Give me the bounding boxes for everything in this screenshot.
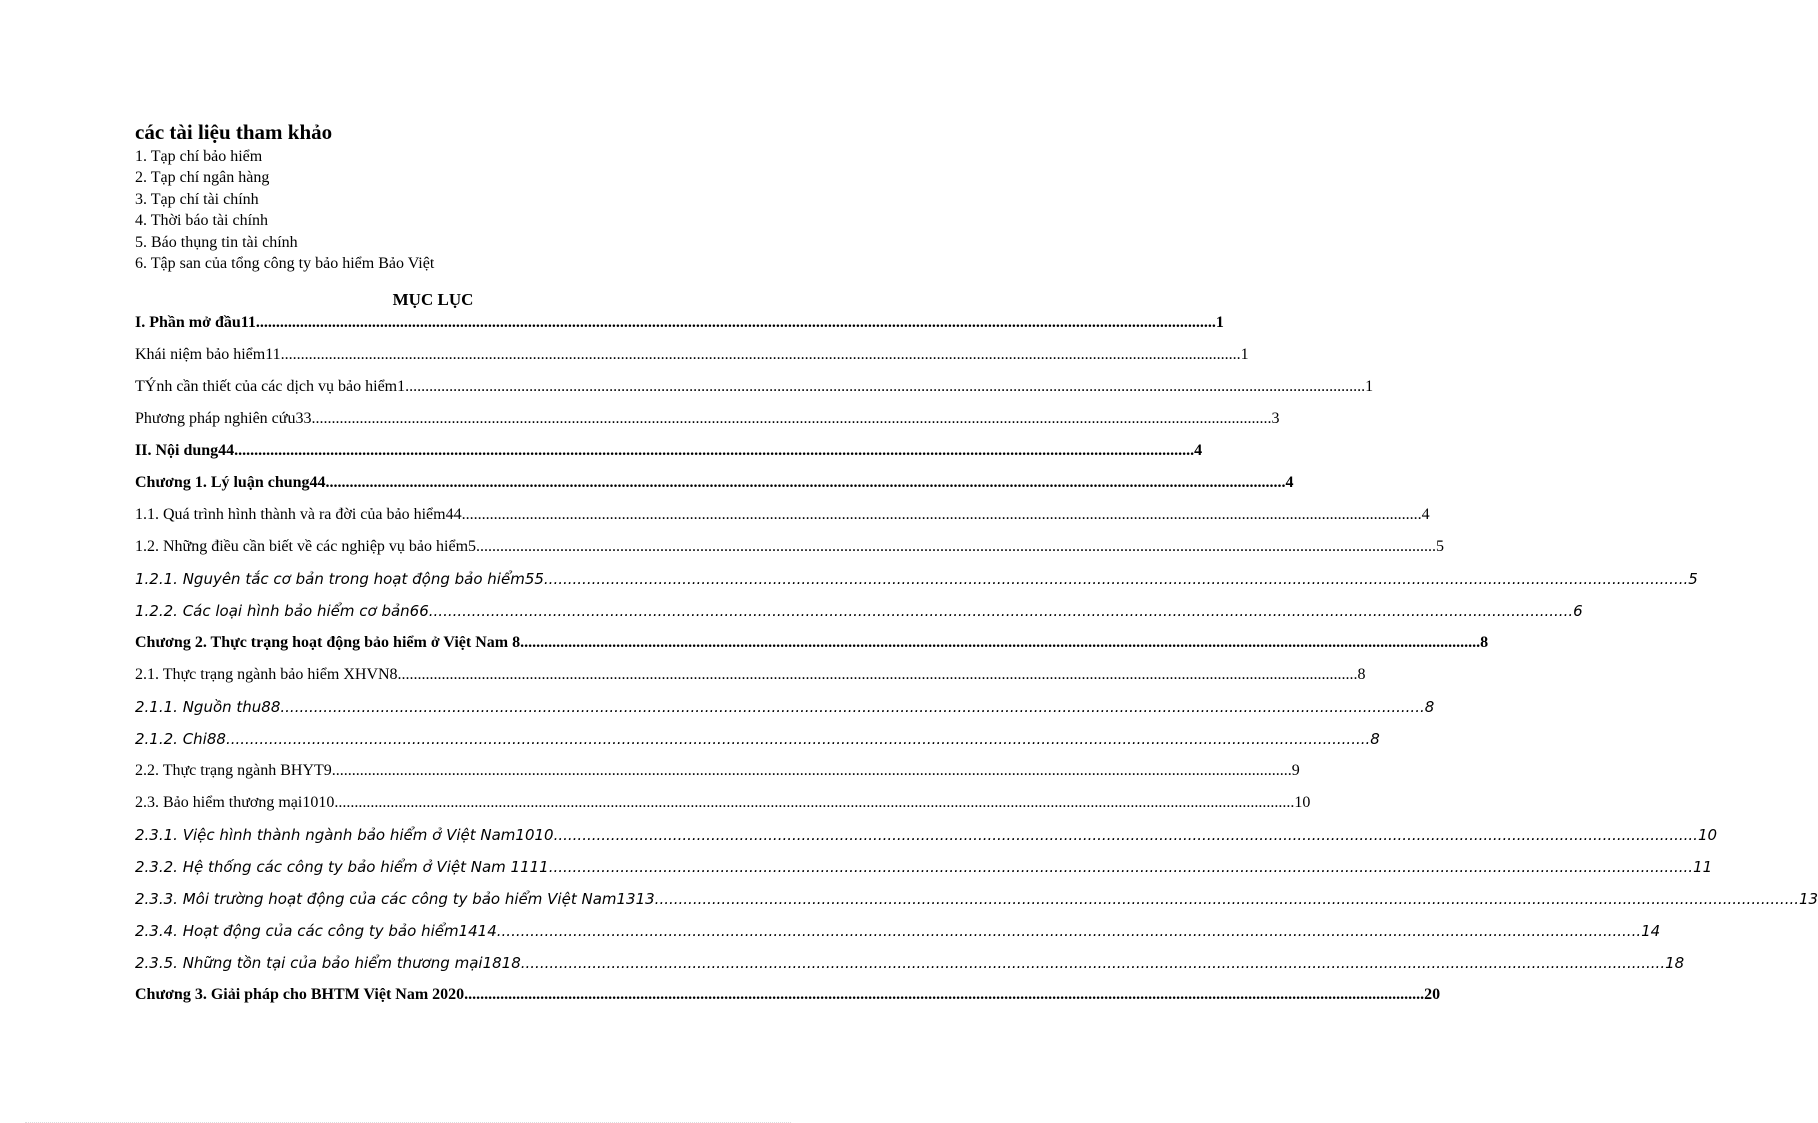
toc-entry[interactable] <box>135 538 1444 562</box>
toc-entry-page: 1 <box>1240 346 1249 363</box>
toc-entry-text: 2.3.3. Môi trường hoạt động của các công ty bảo hiểm Việt Nam1313 <box>135 890 655 908</box>
reference-item: 6. Tập san của tổng công ty bảo hiểm Bảo Việt <box>135 255 435 273</box>
toc-entry-text: 2.3.4. Hoạt động của các công ty bảo hiểm1414 <box>135 922 497 940</box>
dot-leader <box>226 730 1370 748</box>
toc-entry[interactable] <box>135 986 1440 1010</box>
toc-entry-text: 2.3.5. Những tồn tại của bảo hiểm thương mại1818 <box>135 954 521 972</box>
dot-leader <box>655 890 1799 908</box>
toc-entry[interactable] <box>135 666 1366 690</box>
toc-entry-page: 14 <box>1641 922 1661 940</box>
toc-entry-page: 13 <box>1799 890 1818 908</box>
toc-entry-text: 2.1. Thực trạng ngành bảo hiểm XHVN8 <box>135 666 398 683</box>
toc-entry-text: II. Nội dung44 <box>135 442 235 459</box>
toc-entry[interactable] <box>135 922 1660 946</box>
toc-entry-page: 4 <box>1194 442 1203 459</box>
dot-leader <box>281 346 1241 364</box>
toc-entry-page: 10 <box>1294 794 1311 811</box>
dot-leader <box>462 506 1422 524</box>
toc-entry-text: Chương 1. Lý luận chung44 <box>135 474 326 491</box>
toc-entry-text: 2.2. Thực trạng ngành BHYT9 <box>135 762 332 779</box>
dot-leader <box>429 602 1573 620</box>
reference-item: 3. Tạp chí tài chính <box>135 190 259 208</box>
toc-entry-text: 2.1.2. Chi88 <box>135 730 226 748</box>
toc-entry[interactable] <box>135 762 1300 786</box>
toc-entry[interactable] <box>135 698 1434 722</box>
toc-entry[interactable] <box>135 634 1488 658</box>
toc-entry-text: 2.3. Bảo hiểm thương mại1010 <box>135 794 335 811</box>
toc-entry[interactable] <box>135 410 1279 434</box>
reference-item: 1. Tạp chí bảo hiểm <box>135 148 263 165</box>
dot-leader <box>256 314 1216 332</box>
toc-entry[interactable] <box>135 442 1202 466</box>
toc-entry-text: 2.1.1. Nguồn thu88 <box>135 698 281 716</box>
toc-entry-page: 8 <box>1357 666 1366 683</box>
toc-entry-page: 4 <box>1285 474 1294 491</box>
reference-item: 5. Báo thụng tin tài chính <box>135 233 298 251</box>
dot-leader <box>326 474 1286 492</box>
toc-entry-page: 11 <box>1693 858 1713 876</box>
dot-leader <box>476 538 1436 556</box>
dot-leader <box>334 794 1294 812</box>
toc-entry-text: Chương 2. Thực trạng hoạt động bảo hiểm ở Việt Nam 8 <box>135 634 521 651</box>
references-title: các tài liệu tham khảo <box>135 120 333 144</box>
toc-entry-text: Khái niệm bảo hiểm11 <box>135 346 281 363</box>
toc-entry-page: 6 <box>1573 602 1583 620</box>
toc-entry-page: 1 <box>1215 314 1224 331</box>
toc-title: MỤC LỤC <box>392 290 474 309</box>
toc-entry-page: 5 <box>1436 538 1445 555</box>
toc-entry[interactable] <box>135 474 1294 498</box>
references-section <box>135 118 434 274</box>
dot-leader <box>332 762 1292 780</box>
reference-item: 2. Tạp chí ngân hàng <box>135 169 270 187</box>
toc-entry-text: 1.2.2. Các loại hình bảo hiểm cơ bản66 <box>135 602 429 620</box>
toc-entry-page: 20 <box>1424 986 1441 1003</box>
toc-entry-page: 8 <box>1480 634 1489 651</box>
toc-entry-page: 3 <box>1271 410 1280 427</box>
dot-leader <box>497 922 1641 940</box>
toc-entry-page: 8 <box>1424 698 1435 716</box>
toc-entry-text: 2.3.2. Hệ thống các công ty bảo hiểm ở Việt Nam 1111 <box>135 858 549 876</box>
toc-entry[interactable] <box>135 954 1684 978</box>
dot-leader <box>520 634 1480 652</box>
toc-entry-text: 2.3.1. Việc hình thành ngành bảo hiểm ở Việt Nam1010 <box>135 826 554 844</box>
toc-entry-page: 9 <box>1291 762 1300 779</box>
dot-leader <box>554 826 1698 844</box>
toc-entry[interactable] <box>135 730 1380 754</box>
dot-leader <box>280 698 1424 716</box>
reference-item: 4. Thời báo tài chính <box>135 212 269 230</box>
toc-entry[interactable] <box>135 314 1224 338</box>
dot-leader <box>311 410 1271 428</box>
toc-entry-text: Phương pháp nghiên cứu33 <box>135 410 312 427</box>
toc-entry-page: 18 <box>1665 954 1685 972</box>
dot-leader <box>405 378 1365 396</box>
toc-entry-text: TÝnh cần thiết của các dịch vụ bảo hiểm1 <box>135 378 406 395</box>
toc-entry-page: 10 <box>1697 826 1718 844</box>
toc-entry[interactable] <box>135 890 1818 914</box>
toc-entry-text: 1.1. Quá trình hình thành và ra đời của bảo hiểm44 <box>135 506 462 523</box>
toc-entry-page: 4 <box>1421 506 1430 523</box>
dot-leader <box>549 858 1693 876</box>
toc-entry[interactable] <box>135 506 1430 530</box>
toc-entry[interactable] <box>135 794 1310 818</box>
toc-entry-page: 8 <box>1370 730 1380 748</box>
toc-entry[interactable] <box>135 858 1712 882</box>
dot-leader <box>234 442 1194 460</box>
toc-entry-text: 1.2.1. Nguyên tắc cơ bản trong hoạt động bảo hiểm55 <box>135 570 544 588</box>
toc-entry-text: 1.2. Những điều cần biết về các nghiệp vụ bảo hiểm5 <box>135 538 477 555</box>
toc-entry[interactable] <box>135 378 1373 402</box>
toc-entry-page: 5 <box>1688 570 1698 588</box>
toc-entry[interactable] <box>135 826 1717 850</box>
dot-leader <box>464 986 1424 1004</box>
toc-entry-page: 1 <box>1365 378 1374 395</box>
toc-entry[interactable] <box>135 570 1698 594</box>
toc-entry[interactable] <box>135 602 1583 626</box>
toc-entry[interactable] <box>135 346 1249 370</box>
dot-leader <box>398 666 1358 684</box>
dot-leader <box>521 954 1665 972</box>
toc-entry-text: Chương 3. Giải pháp cho BHTM Việt Nam 2020 <box>135 986 465 1003</box>
dot-leader <box>544 570 1688 588</box>
toc-entry-text: I. Phần mở đầu11 <box>135 314 256 331</box>
